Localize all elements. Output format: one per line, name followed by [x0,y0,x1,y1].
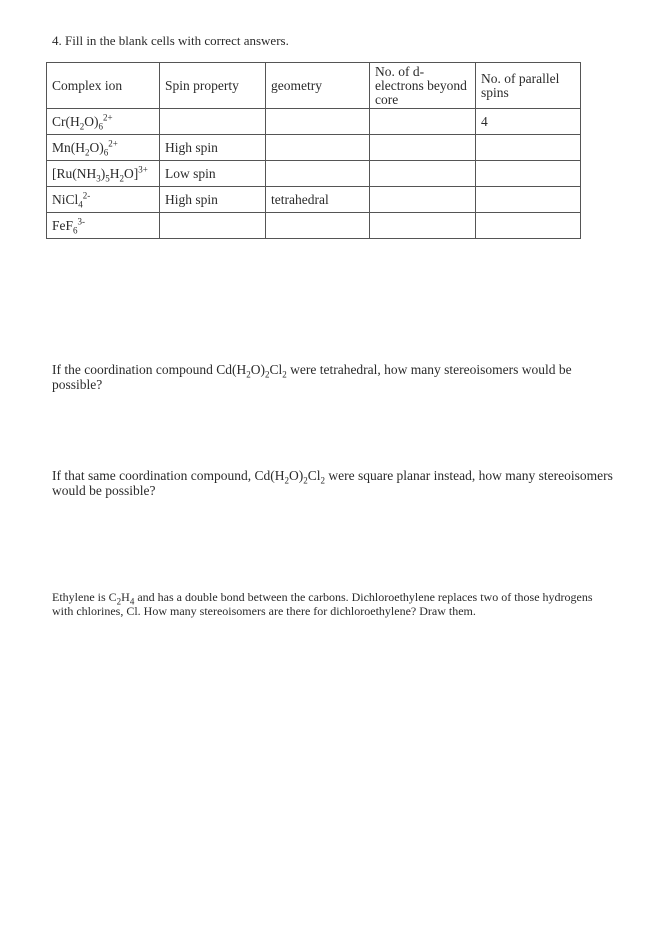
table-row [47,187,581,213]
question-square-planar-isomers: If that same coordination compound, $Cd(H_2O)_2Cl_2$ were square planar instead, how many stereoisomers would be possible? [52,468,613,498]
header-geometry: geometry [266,63,370,109]
cell-complex-ion: $Cr(H_2O)_6^{2+}$ [47,109,160,135]
cell-parallel-spins[interactable]: 4 [476,109,581,135]
header-d-electrons: No. of d-electrons beyond core [370,63,476,109]
header-complex-ion: Complex ion [47,63,160,109]
cell-geometry[interactable] [266,213,370,239]
cell-spin-property[interactable]: High spin [160,187,266,213]
cell-geometry[interactable] [266,135,370,161]
header-spin-property: Spin property [160,63,266,109]
cell-parallel-spins[interactable] [476,187,581,213]
cell-complex-ion: FeF$_6^{3-}$ [47,213,160,239]
cell-spin-property[interactable]: Low spin [160,161,266,187]
cell-d-electrons[interactable] [370,187,476,213]
table-row [47,161,581,187]
cell-spin-property[interactable] [160,213,266,239]
question-dichloroethylene: Ethylene is $C_2H_4$ and has a double bond between the carbons. Dichloroethylene replaces two of those hydrogens with chlorines, Cl. How many stereoisomers are there for dichloroethylene? Draw them. [52,590,593,618]
cell-geometry[interactable] [266,109,370,135]
table-row [47,109,581,135]
complex-ion-table [46,62,581,239]
table-row [47,135,581,161]
header-parallel-spins: No. of parallel spins [476,63,581,109]
cell-d-electrons[interactable] [370,109,476,135]
cell-geometry[interactable] [266,161,370,187]
cell-parallel-spins[interactable] [476,161,581,187]
cell-complex-ion: NiCl$_4^{2-}$ [47,187,160,213]
cell-spin-property[interactable] [160,109,266,135]
question-tetrahedral-isomers: If the coordination compound $Cd(H_2O)_2Cl_2$ were tetrahedral, how many stereoisomers would be possible? [52,362,572,392]
cell-spin-property[interactable]: High spin [160,135,266,161]
cell-d-electrons[interactable] [370,161,476,187]
cell-complex-ion: $[Ru(NH_3)_5H_2O]^{3+}$ [47,161,160,187]
cell-complex-ion: $Mn(H_2O)_6^{2+}$ [47,135,160,161]
cell-parallel-spins[interactable] [476,213,581,239]
table-header-row [47,63,581,109]
cell-d-electrons[interactable] [370,213,476,239]
cell-parallel-spins[interactable] [476,135,581,161]
table-row [47,213,581,239]
question-heading: 4. Fill in the blank cells with correct answers. [52,33,289,48]
cell-geometry[interactable]: tetrahedral [266,187,370,213]
cell-d-electrons[interactable] [370,135,476,161]
